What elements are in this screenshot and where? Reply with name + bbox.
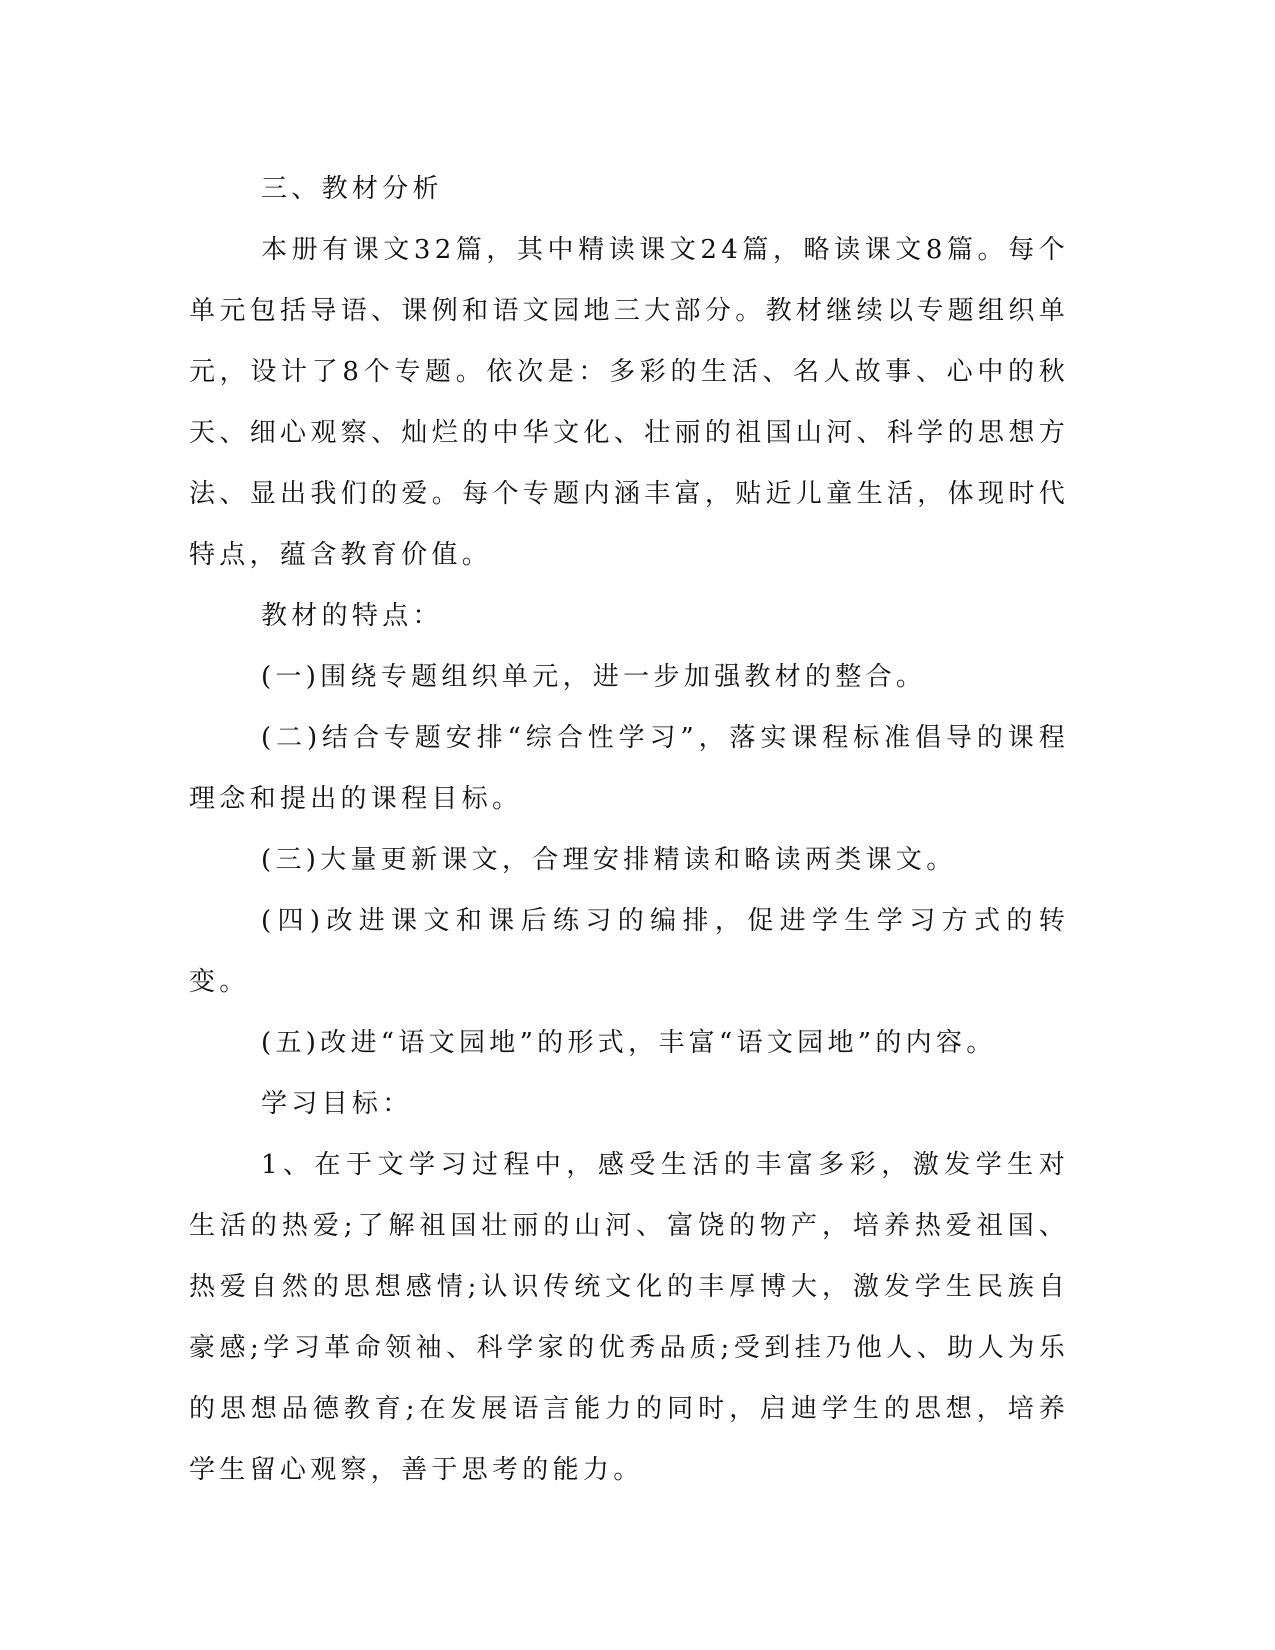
- section-heading: 三、教材分析: [261, 174, 443, 204]
- list-item-feature-1: (一)围绕专题组织单元，进一步加强教材的整合。: [261, 662, 927, 692]
- paragraph-overview: 本册有课文32篇，其中精读课文24篇，略读课文8篇。每个单元包括导语、课例和语文园地三大部分。教材继续以专题组织单元，设计了8个专题。依次是：多彩的生活、名人故事、心中的秋天、细心观察、灿烂的中华文化、壮丽的祖国山河、科学的思想方法、显出我们的爱。每个专题内涵丰富，贴近儿童生活，体现时代特点，蕴含教育价值。: [189, 235, 1069, 570]
- list-item-feature-4: (四)改进课文和课后练习的编排，促进学生学习方式的转变。: [189, 906, 1069, 997]
- document-body: [189, 159, 1069, 1501]
- list-item-feature-2: (二)结合专题安排“综合性学习”，落实课程标准倡导的课程理念和提出的课程目标。: [189, 723, 1069, 814]
- paragraph-goals-heading: 学习目标：: [261, 1089, 413, 1119]
- paragraph-features-heading: 教材的特点：: [261, 601, 443, 631]
- list-item-feature-3: (三)大量更新课文，合理安排精读和略读两类课文。: [261, 845, 957, 875]
- list-item-feature-5: (五)改进“语文园地”的形式，丰富“语文园地”的内容。: [261, 1028, 997, 1058]
- paragraph-goal-1: 1、在于文学习过程中，感受生活的丰富多彩，激发学生对生活的热爱;了解祖国壮丽的山河、富饶的物产，培养热爱祖国、热爱自然的思想感情;认识传统文化的丰厚博大，激发学生民族自豪感;学习革命领袖、科学家的优秀品质;受到挂乃他人、助人为乐的思想品德教育;在发展语言能力的同时，启迪学生的思想，培养学生留心观察，善于思考的能力。: [189, 1150, 1069, 1485]
